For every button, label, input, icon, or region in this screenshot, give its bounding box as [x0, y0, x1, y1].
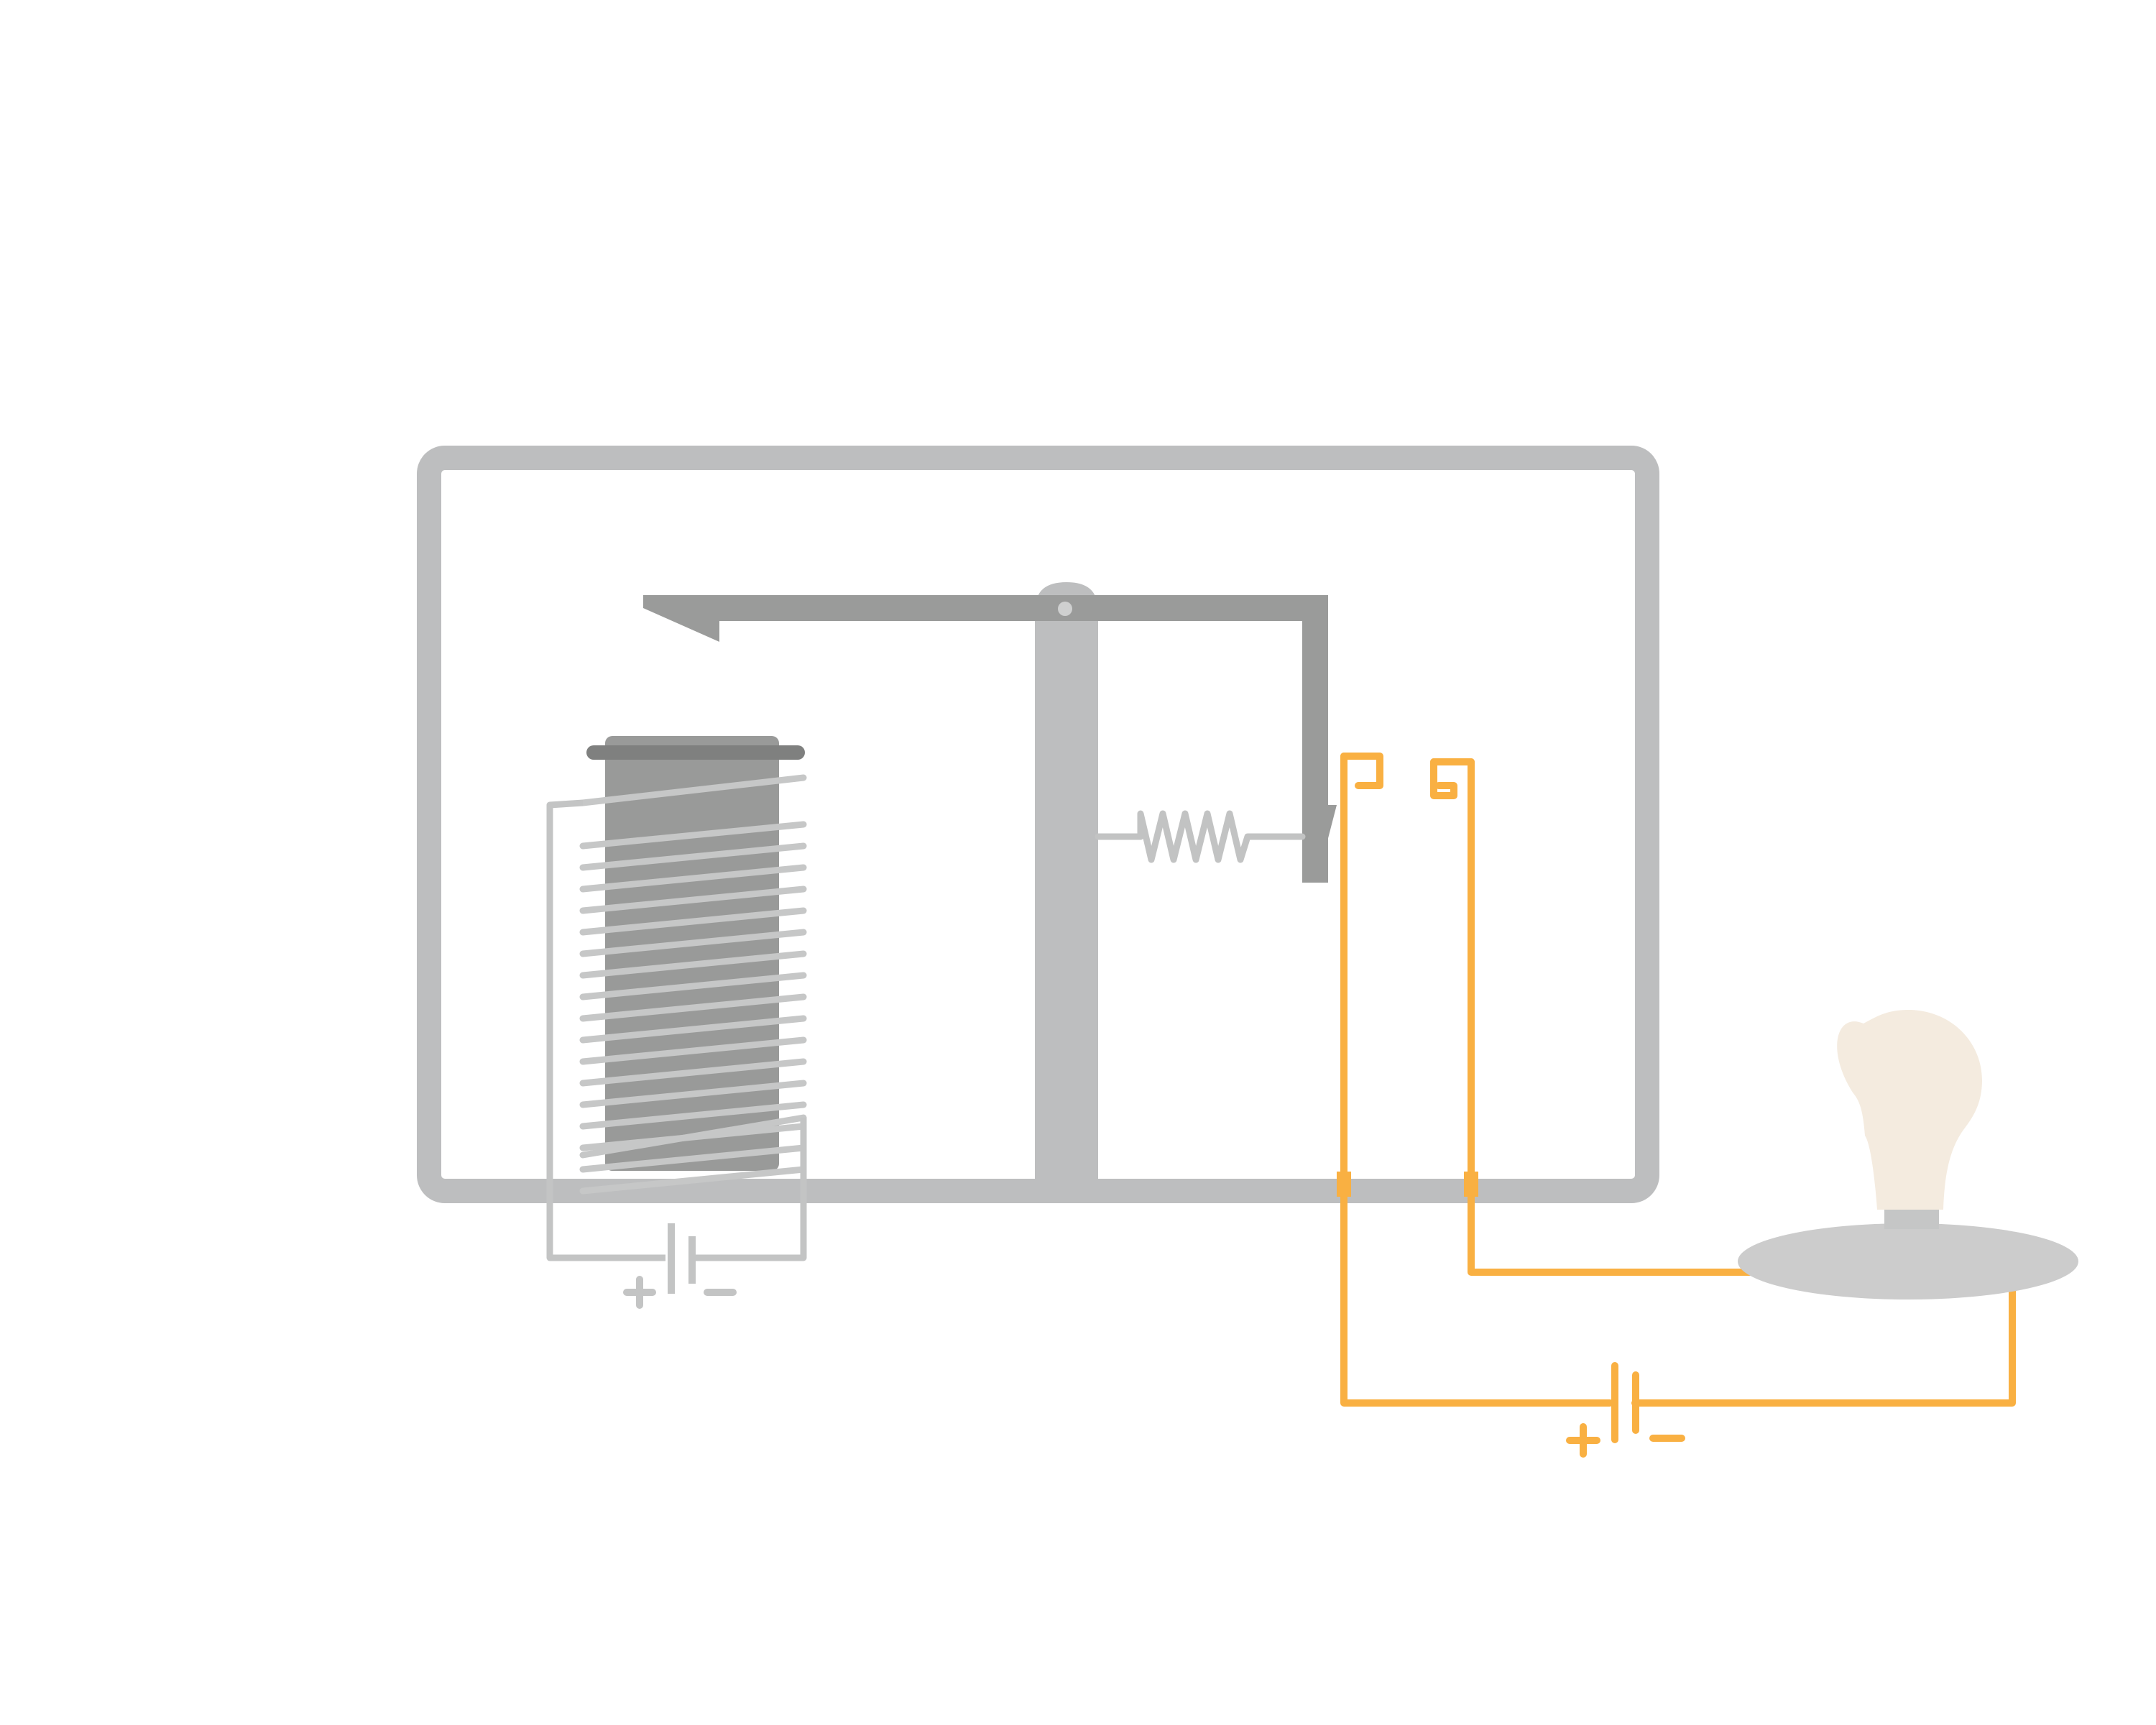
pivot-post [1035, 608, 1098, 1189]
bulb-neck [1884, 1208, 1939, 1229]
contact-fixed-right [1434, 762, 1454, 796]
bulb-glass [1837, 1010, 1982, 1210]
load-wire-grommet-right [1464, 1172, 1478, 1197]
light-bulb [1738, 1010, 2078, 1300]
load-battery-plus-sign [1570, 1427, 1597, 1454]
load-wire-left [1344, 756, 1610, 1403]
iron-core [605, 736, 779, 1171]
control-battery-plus-sign [627, 1279, 653, 1305]
load-wire-grommet-left [1337, 1172, 1351, 1197]
contact-fixed-left [1344, 756, 1380, 786]
return-spring [1098, 814, 1302, 860]
pivot-pin [1058, 602, 1072, 616]
electromagnet [583, 736, 803, 1191]
lamp-base [1738, 1223, 2078, 1300]
load-wire-bulb-return [1635, 1287, 2012, 1403]
